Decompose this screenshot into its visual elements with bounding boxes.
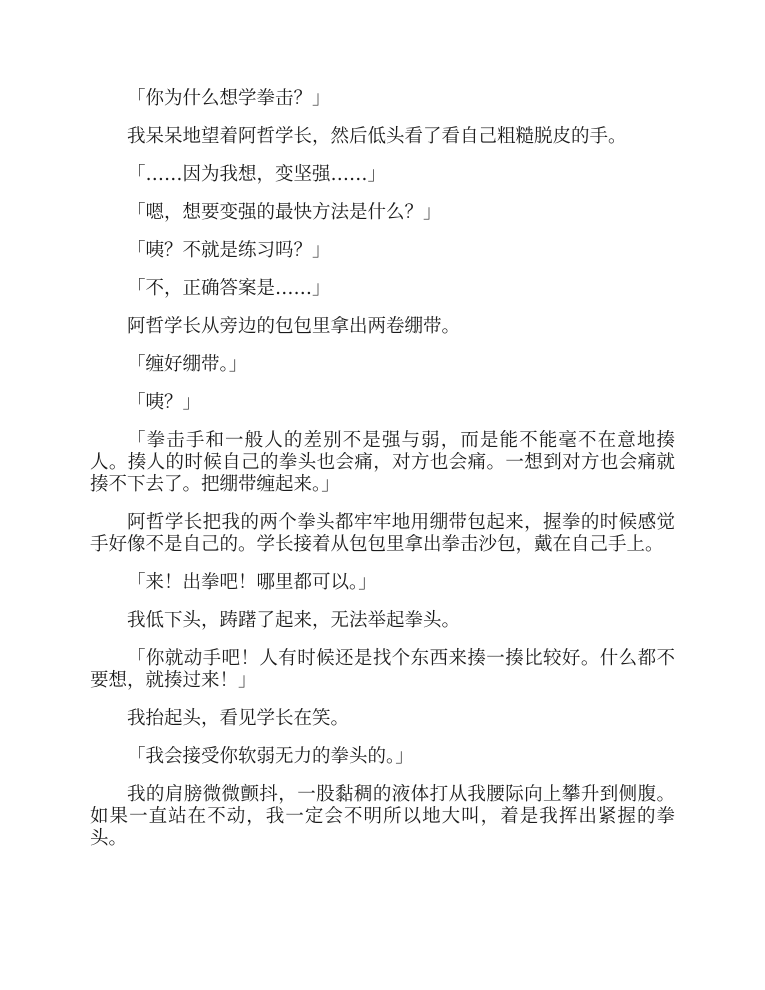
paragraph: 「你为什么想学拳击？」 — [127, 88, 331, 109]
paragraph: 「来！出拳吧！哪里都可以。」 — [127, 572, 377, 593]
paragraph: 「……因为我想，变坚强……」 — [127, 164, 387, 185]
paragraph: 我抬起头，看见学长在笑。 — [127, 708, 350, 729]
paragraph: 我低下头，踌躇了起来，无法举起拳头。 — [127, 610, 461, 631]
paragraph: 「不，正确答案是……」 — [127, 278, 331, 299]
paragraph: 「缠好绷带。」 — [127, 354, 248, 375]
paragraph: 「你就动手吧！人有时候还是找个东西来揍一揍比较好。什么都不要想，就揍过来！」 — [90, 648, 675, 691]
paragraph: 「嗯，想要变强的最快方法是什么？」 — [127, 202, 442, 223]
paragraph: 「咦？」 — [127, 392, 202, 413]
paragraph: 阿哲学长从旁边的包包里拿出两卷绷带。 — [127, 316, 461, 337]
paragraph: 我的肩膀微微颤抖，一股黏稠的液体打从我腰际向上攀升到侧腹。如果一直站在不动，我一定会不明所以地大叫，着是我挥出紧握的拳头。 — [90, 784, 675, 849]
paragraph: 「咦？不就是练习吗？」 — [127, 240, 331, 261]
paragraph: 「拳击手和一般人的差别不是强与弱，而是能不能毫不在意地揍人。揍人的时候自己的拳头也会痛，对方也会痛。一想到对方也会痛就揍不下去了。把绷带缠起来。」 — [90, 430, 675, 495]
paragraph: 阿哲学长把我的两个拳头都牢牢地用绷带包起来，握拳的时候感觉手好像不是自己的。学长接着从包包里拿出拳击沙包，戴在自己手上。 — [90, 512, 675, 555]
paragraph: 「我会接受你软弱无力的拳头的。」 — [127, 746, 414, 767]
paragraph: 我呆呆地望着阿哲学长，然后低头看了看自己粗糙脱皮的手。 — [127, 126, 627, 147]
